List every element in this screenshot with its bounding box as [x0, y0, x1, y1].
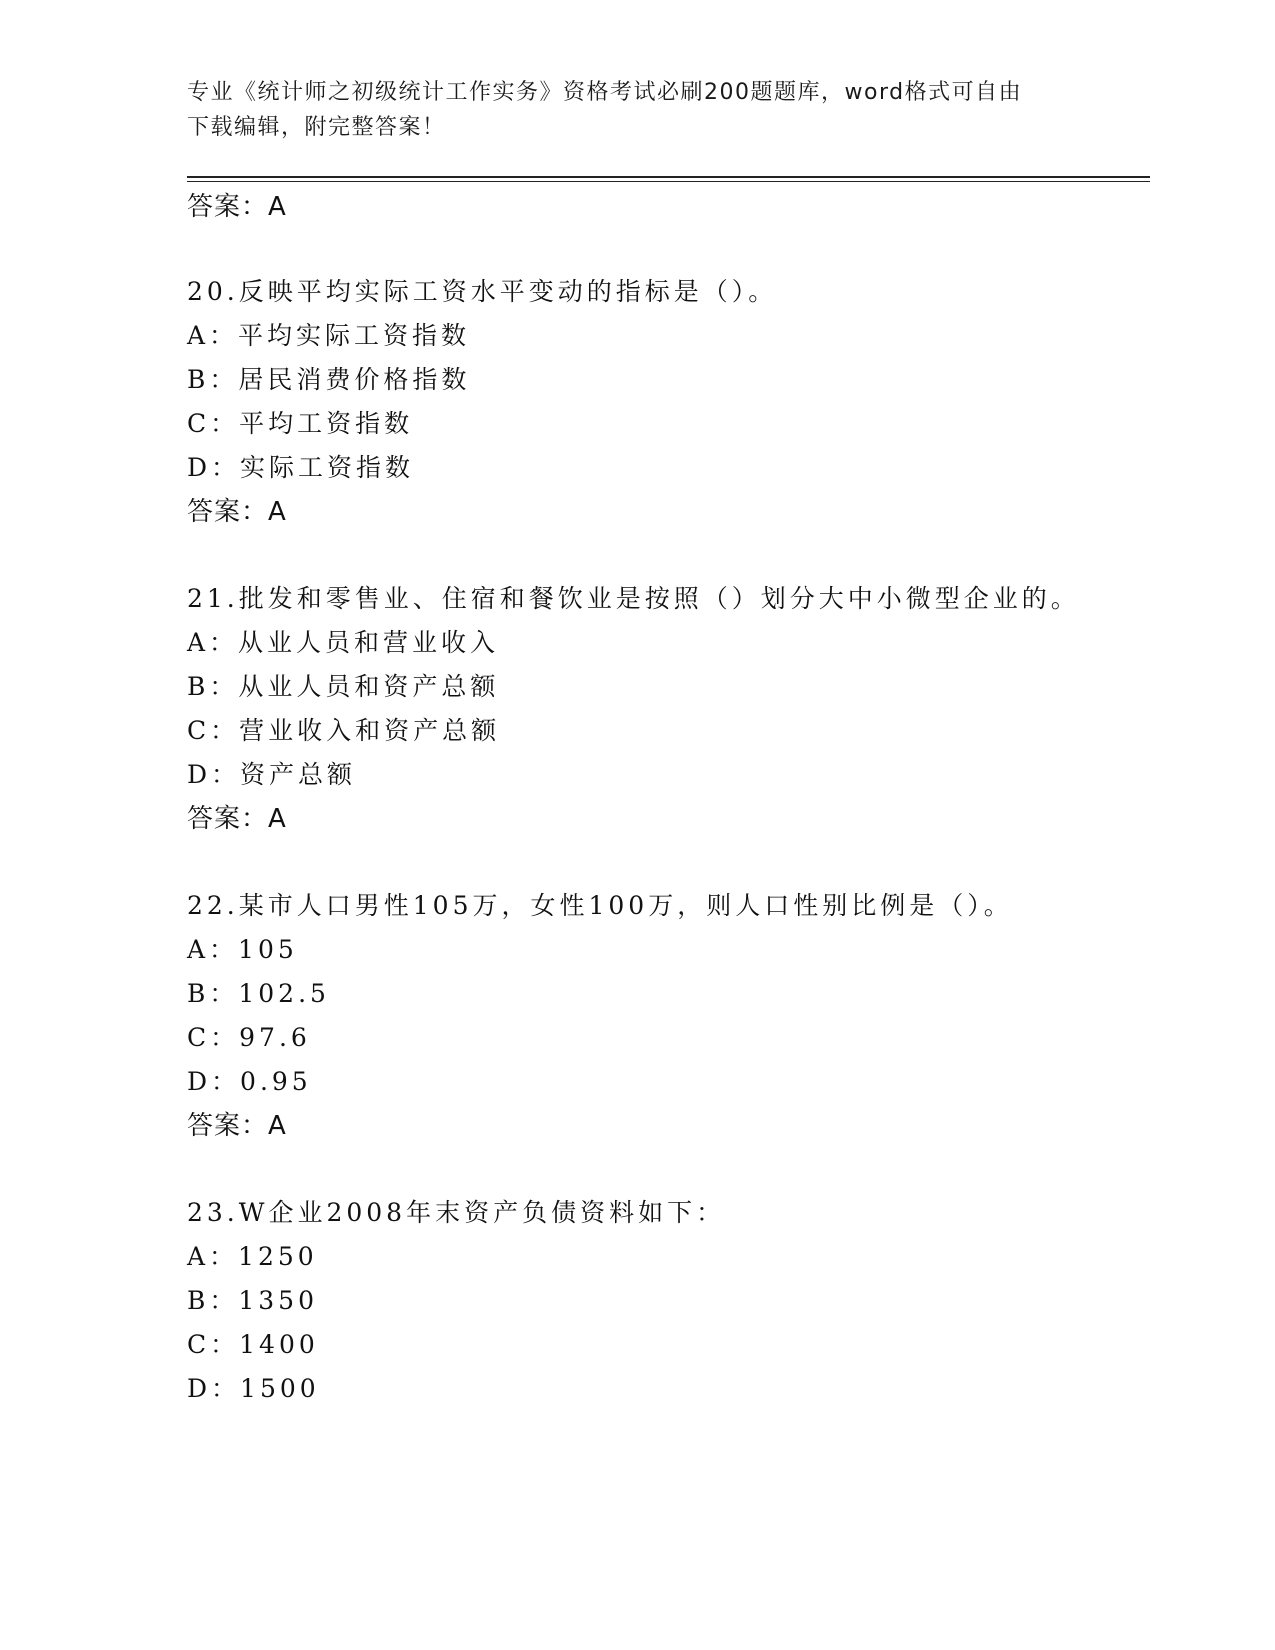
question-22-answer: 答案：A: [187, 1111, 287, 1141]
question-21-option-c: C：营业收入和资产总额: [187, 716, 501, 745]
document-header-line-2: 下载编辑，附完整答案！: [187, 115, 446, 140]
question-22-option-c: C：97.6: [187, 1023, 311, 1052]
question-21-option-a: A：从业人员和营业收入: [187, 628, 500, 657]
question-22-option-b: B：102.5: [187, 979, 330, 1008]
document-header-line-1: 专业《统计师之初级统计工作实务》资格考试必刷200题题库，word格式可自由: [187, 80, 1023, 105]
question-23-text: 23.W企业2008年末资产负债资料如下：: [187, 1198, 726, 1227]
question-20-option-a: A：平均实际工资指数: [187, 321, 471, 350]
question-20-text: 20.反映平均实际工资水平变动的指标是（）。: [187, 277, 778, 306]
question-22-option-a: A：105: [187, 935, 298, 964]
question-20-answer: 答案：A: [187, 497, 287, 527]
question-20-option-c: C：平均工资指数: [187, 409, 414, 438]
header-divider-thin: [187, 181, 1150, 182]
question-23-option-a: A：1250: [187, 1242, 318, 1271]
question-20-option-d: D：实际工资指数: [187, 453, 415, 482]
question-21-option-d: D：资产总额: [187, 760, 357, 789]
question-21-option-b: B：从业人员和资产总额: [187, 672, 500, 701]
question-23-option-b: B：1350: [187, 1286, 318, 1315]
question-20-option-b: B：居民消费价格指数: [187, 365, 471, 394]
question-22-text: 22.某市人口男性105万，女性100万，则人口性别比例是（）。: [187, 891, 1013, 920]
question-23-option-d: D：1500: [187, 1374, 320, 1403]
question-21-text: 21.批发和零售业、住宿和餐饮业是按照（）划分大中小微型企业的。: [187, 584, 1080, 613]
question-22-option-d: D：0.95: [187, 1067, 312, 1096]
header-divider: [187, 176, 1150, 178]
question-21-answer: 答案：A: [187, 804, 287, 834]
answer-label: 答案：A: [187, 192, 287, 222]
question-23-option-c: C：1400: [187, 1330, 319, 1359]
